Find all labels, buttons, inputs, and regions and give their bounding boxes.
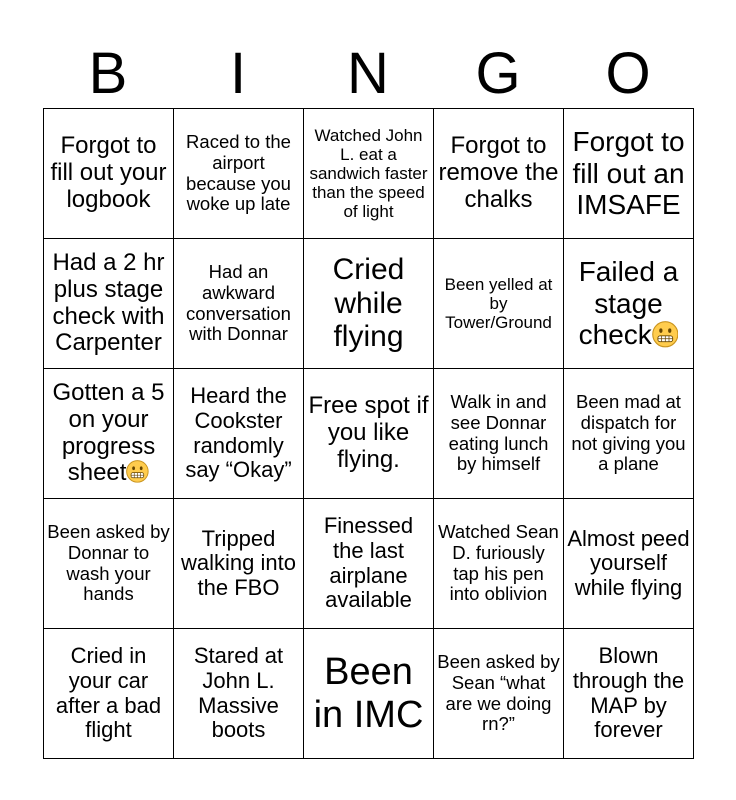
header-letter-g: G xyxy=(475,41,521,106)
cell-text: Forgot to fill out your logbook xyxy=(50,132,167,213)
bingo-cell[interactable] xyxy=(44,239,174,369)
cell-text: Forgot to remove the chalks xyxy=(438,132,559,213)
bingo-cell[interactable] xyxy=(304,499,434,629)
cell-text: Cried in your car after a bad flight xyxy=(55,643,162,743)
cell-text: Forgot to fill out an IMSAFE xyxy=(572,126,685,221)
bingo-cell[interactable] xyxy=(44,369,174,499)
cell-text: Had a 2 hr plus stage check with Carpenter xyxy=(52,248,165,357)
bingo-cell[interactable] xyxy=(564,629,694,759)
bingo-cell[interactable] xyxy=(434,369,564,499)
bingo-cell[interactable] xyxy=(304,369,434,499)
bingo-cell[interactable] xyxy=(434,629,564,759)
bingo-header xyxy=(43,40,693,108)
cell-text: Had an awkward conversation with Donnar xyxy=(186,261,291,345)
cell-text: Tripped walking into the FBO xyxy=(181,525,296,600)
cell-text: Been asked by Donnar to wash your hands xyxy=(47,521,170,605)
cell-text: Heard the Cookster randomly say “Okay” xyxy=(185,383,292,483)
bingo-cell[interactable] xyxy=(44,109,174,239)
grimacing-face-icon xyxy=(652,321,679,348)
cell-text: Free spot if you like flying. xyxy=(308,392,429,473)
bingo-cell[interactable] xyxy=(564,499,694,629)
cell-text: Watched Sean D. furiously tap his pen into oblivion xyxy=(438,521,559,605)
bingo-cell[interactable] xyxy=(304,629,434,759)
cell-text: Been mad at dispatch for not giving you a plane xyxy=(571,391,686,475)
header-letter-i: I xyxy=(229,41,247,106)
cell-text: Raced to the airport because you woke up late xyxy=(186,131,291,215)
cell-text: Been asked by Sean “what are we doing rn?” xyxy=(437,651,560,735)
bingo-cell[interactable] xyxy=(44,629,174,759)
grimacing-face-icon xyxy=(126,460,149,483)
board-row-3 xyxy=(44,369,694,499)
bingo-cell[interactable] xyxy=(434,499,564,629)
cell-text: Finessed the last airplane available xyxy=(323,513,414,613)
board-row-4 xyxy=(44,499,694,629)
bingo-cell[interactable] xyxy=(304,109,434,239)
header-letter-o: O xyxy=(605,41,651,106)
cell-text: Failed a stage check xyxy=(578,256,679,351)
bingo-cell[interactable] xyxy=(564,109,694,239)
bingo-cell[interactable] xyxy=(434,239,564,369)
bingo-cell[interactable] xyxy=(44,499,174,629)
cell-text: Been in IMC xyxy=(313,650,424,736)
bingo-cell[interactable] xyxy=(434,109,564,239)
cell-text: Watched John L. eat a sandwich faster than the speed of light xyxy=(309,125,428,222)
cell-text: Walk in and see Donnar eating lunch by himself xyxy=(448,391,549,475)
bingo-cell[interactable] xyxy=(564,369,694,499)
bingo-cell[interactable] xyxy=(304,239,434,369)
bingo-cell[interactable] xyxy=(564,239,694,369)
board-row-2 xyxy=(44,239,694,369)
bingo-cell[interactable] xyxy=(174,629,304,759)
bingo-board xyxy=(43,108,694,759)
bingo-cell[interactable] xyxy=(174,369,304,499)
cell-text: Blown through the MAP by forever xyxy=(572,643,685,743)
bingo-cell[interactable] xyxy=(174,109,304,239)
cell-text: Cried while flying xyxy=(332,253,405,354)
cell-text: Been yelled at by Tower/Ground xyxy=(444,274,553,333)
bingo-cell[interactable] xyxy=(174,499,304,629)
board-row-5 xyxy=(44,629,694,759)
cell-text: Almost peed yourself while flying xyxy=(567,525,690,600)
cell-text: Gotten a 5 on your progress sheet xyxy=(52,378,165,487)
header-letter-b: B xyxy=(88,41,128,106)
board-row-1 xyxy=(44,109,694,239)
bingo-cell[interactable] xyxy=(174,239,304,369)
header-letter-n: N xyxy=(347,41,389,106)
cell-text: Stared at John L. Massive boots xyxy=(193,643,284,743)
